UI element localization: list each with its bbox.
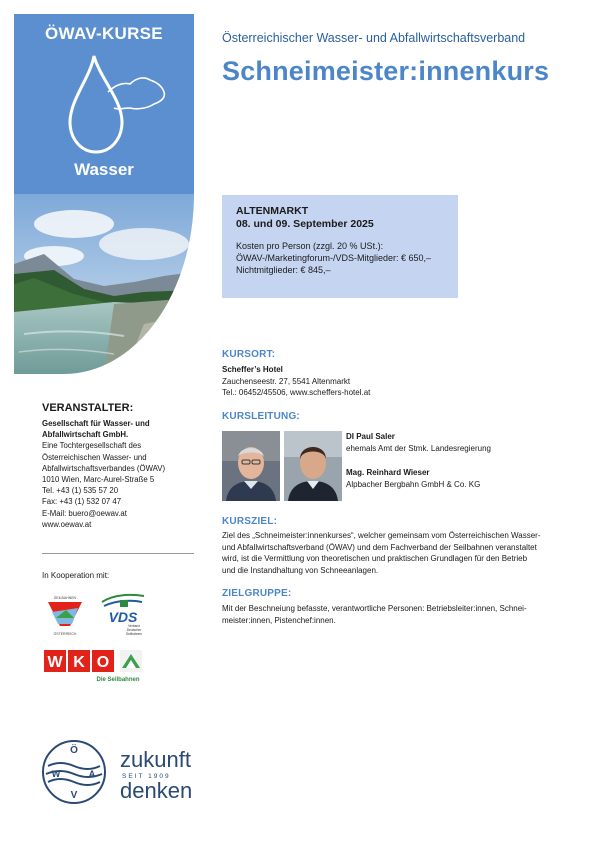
nonmembers-price: Nichtmitglieder: € 845,– [236, 265, 331, 275]
footer-word-denken: denken [120, 778, 193, 803]
zielgruppe-line: Mit der Beschneiung befasste, verantwortliche Personen: Betriebsleiter:innen, Schnei- [222, 604, 527, 613]
kursziel-line: und die Instandhaltung von Schneeanlagen. [222, 565, 379, 575]
veranstalter-address: 1010 Wien, Marc-Aurel-Straße 5 [42, 475, 155, 485]
veranstalter-tel: Tel. +43 (1) 535 57 20 [42, 486, 119, 496]
course-date: 08. und 09. September 2025 [236, 218, 374, 230]
footer-word-zukunft: zukunft [120, 747, 191, 772]
kursort-details [222, 364, 370, 399]
portrait-reinhard-wieser [284, 431, 342, 501]
kursziel-line: Ziel des „Schneimeister:innenkurses“, welcher gemeinsam vom Österreichischen Wasser- [222, 531, 541, 540]
kursleiter-1-name: DI Paul Saler [346, 432, 395, 441]
sidebar-category: Wasser [74, 160, 134, 179]
kursleiter-2-affiliation: Alpbacher Bergbahn GmbH & Co. KG [346, 479, 481, 489]
footer-since: SEIT 1909 [122, 773, 171, 780]
venue-address: Zauchenseestr. 27, 5541 Altenmarkt [222, 376, 351, 386]
zielgruppe-text [222, 603, 527, 626]
course-location: ALTENMARKT [236, 205, 309, 217]
kursziel-line: wird, ist die Vermittlung von theoretischen und praktischen Grundlagen für den Betrieb [222, 554, 528, 563]
emblem-letter: Ö [70, 745, 78, 756]
course-info-box [222, 195, 458, 298]
wko-caption: Die Seilbahnen [96, 677, 140, 683]
vds-line: Seilbahnen [126, 632, 142, 636]
sidebar-divider [42, 553, 194, 554]
veranstalter-desc: Österreichischen Wasser- und [42, 452, 147, 462]
kursziel-heading: KURSZIEL: [222, 516, 278, 527]
kursleitung-heading: KURSLEITUNG: [222, 411, 300, 422]
emblem-letter: W [51, 769, 61, 779]
kursleiter-2 [346, 467, 480, 490]
seilbahnen-bottom-text: ÖSTERREICH [53, 632, 77, 636]
emblem-letter: V [70, 790, 78, 801]
kursleiter-2-name: Mag. Reinhard Wieser [346, 468, 430, 477]
sidebar-heading: ÖWAV-KURSE [45, 24, 163, 43]
wko-letter: W [47, 654, 63, 671]
page-title: Schneimeister:innenkurs [222, 56, 550, 86]
vds-letters: VDS [108, 609, 138, 625]
veranstalter-name: Abfallwirtschaft GmbH. [42, 430, 129, 440]
kursleiter-1-affiliation: ehemals Amt der Stmk. Landesregierung [346, 443, 491, 453]
zielgruppe-heading: ZIELGRUPPE: [222, 588, 292, 599]
cost-label: Kosten pro Person (zzgl. 20 % USt.): [236, 241, 384, 251]
organization-name: Österreichischer Wasser- und Abfallwirtschaftsverband [222, 31, 526, 45]
vds-line: Deutscher [126, 628, 142, 632]
water-drop-austria-icon [52, 52, 172, 162]
kursleiter-1 [346, 431, 491, 454]
seilbahnen-oesterreich-logo [42, 594, 88, 638]
veranstalter-desc: Abfallwirtschaftsverbandes (ÖWAV) [42, 463, 166, 473]
oewav-zukunft-denken-logo [40, 738, 210, 808]
course-category-block [14, 14, 194, 194]
kooperation-label: In Kooperation mit: [42, 571, 110, 580]
portrait-paul-saler [222, 431, 280, 501]
wko-letter: O [96, 654, 110, 671]
venue-name: Scheffer’s Hotel [222, 365, 283, 374]
kursziel-text [222, 530, 540, 576]
venue-contact: Tel.: 06452/45506, www.scheffers-hotel.at [222, 388, 371, 397]
vds-line: Verband [128, 624, 140, 628]
river-landscape-photo [14, 194, 194, 374]
veranstalter-details [42, 418, 202, 530]
vds-logo [98, 592, 148, 638]
wko-letter: K [73, 654, 85, 671]
zielgruppe-line: meister:innen, Pistenchef:innen. [222, 615, 336, 625]
emblem-letter: A [88, 769, 96, 779]
veranstalter-email[interactable]: E-Mail: buero@oewav.at [42, 508, 127, 518]
members-price: ÖWAV-/Marketingforum-/VDS-Mitglieder: € 650,– [236, 253, 432, 263]
veranstalter-desc: Eine Tochtergesellschaft des [42, 441, 142, 451]
veranstalter-heading: VERANSTALTER: [42, 402, 134, 414]
kursziel-line: und Abfallwirtschaftsverband (ÖWAV) und dem Fachverband der Seilbahnen veranstaltet [222, 542, 537, 552]
veranstalter-web[interactable]: www.oewav.at [42, 519, 92, 529]
wko-seilbahnen-logo [42, 648, 146, 684]
veranstalter-name: Gesellschaft für Wasser- und [42, 419, 150, 428]
veranstalter-fax: Fax: +43 (1) 532 07 47 [42, 497, 122, 507]
kursort-heading: KURSORT: [222, 349, 276, 360]
seilbahnen-top-text: SEILBAHNEN [53, 596, 77, 600]
